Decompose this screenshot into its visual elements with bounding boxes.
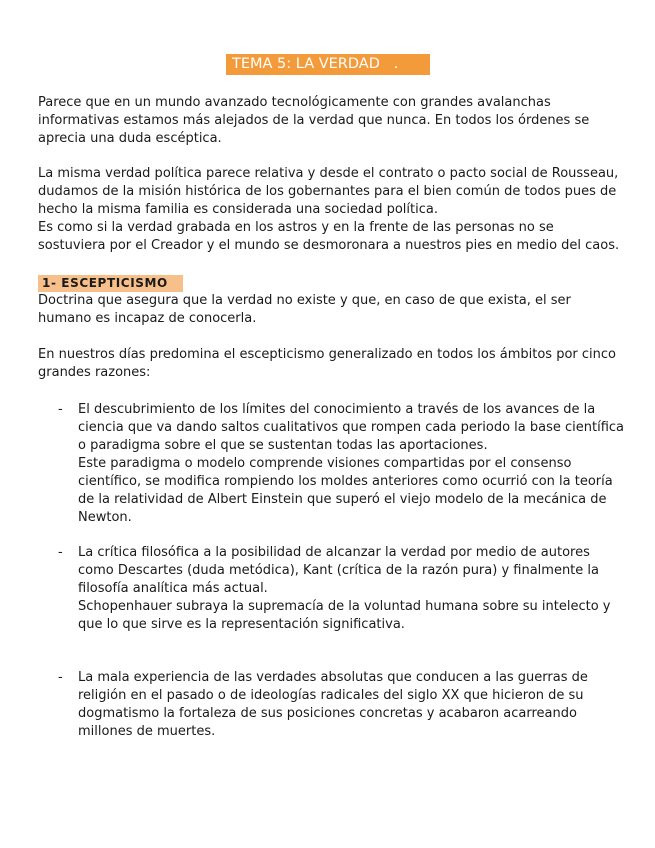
text-line: millones de muertes. (78, 724, 216, 739)
text-line: El descubrimiento de los límites del conocimiento a través de los avances de la (78, 402, 596, 417)
text-line: que lo que sirve es la representación significativa. (78, 617, 405, 632)
text-line: La crítica filosófica a la posibilidad de alcanzar la verdad por medio de autores (78, 545, 590, 560)
text-line: La mala experiencia de las verdades absolutas que conducen a las guerras de (78, 670, 588, 685)
text-line: como Descartes (duda metódica), Kant (crítica de la razón pura) y finalmente la (78, 563, 599, 578)
text-line: informativas estamos más alejados de la verdad que nunca. En todos los órdenes se (38, 113, 590, 128)
text-line: Es como si la verdad grabada en los astros y en la frente de las personas no se (38, 220, 554, 235)
text-line: grandes razones: (38, 365, 151, 380)
text-line: sostuviera por el Creador y el mundo se desmoronara a nuestros pies en medio del caos. (38, 238, 620, 253)
text-line: científico, se modifica rompiendo los moldes anteriores como ocurrió con la teoría (78, 474, 613, 489)
text-line: aprecia una duda escéptica. (38, 131, 222, 146)
text-line: dogmatismo la fortaleza de sus posiciones concretas y acabaron acarreando (78, 706, 577, 721)
intro-paragraph-1 (38, 94, 628, 148)
bullet-dash: - (58, 402, 63, 417)
page-title: TEMA 5: LA VERDAD . (226, 54, 430, 75)
bullet-dash: - (58, 670, 63, 685)
list-item-text (78, 401, 628, 527)
text-line: Parece que en un mundo avanzado tecnológicamente con grandes avalanchas (38, 95, 551, 110)
bullet-dash: - (58, 545, 63, 560)
text-line: Doctrina que asegura que la verdad no existe y que, en caso de que exista, el ser (38, 293, 571, 308)
text-line: La misma verdad política parece relativa y desde el contrato o pacto social de Rousseau, (38, 166, 619, 181)
list-item-text (78, 544, 628, 634)
section-heading-escepticismo: 1- ESCEPTICISMO (38, 275, 183, 292)
lead-paragraph (38, 346, 628, 382)
text-line: filosofía analítica más actual. (78, 581, 268, 596)
list-item-text (78, 669, 628, 741)
text-line: En nuestros días predomina el escepticismo generalizado en todos los ámbitos por cinco (38, 347, 616, 362)
text-line: hecho la misma familia es considerada una sociedad política. (38, 202, 438, 217)
text-line: humano es incapaz de conocerla. (38, 311, 257, 326)
text-line: ciencia que va dando saltos cualitativos que rompen cada periodo la base científica (78, 420, 624, 435)
text-line: dudamos de la misión histórica de los gobernantes para el bien común de todos pues de (38, 184, 617, 199)
text-line: de la relatividad de Albert Einstein que superó el viejo modelo de la mecánica de (78, 492, 607, 507)
text-line: religión en el pasado o de ideologías radicales del siglo XX que hicieron de su (78, 688, 584, 703)
intro-paragraph-2 (38, 165, 628, 255)
text-line: Schopenhauer subraya la supremacía de la voluntad humana sobre su intelecto y (78, 599, 611, 614)
definition-paragraph (38, 292, 628, 328)
text-line: Newton. (78, 510, 132, 525)
text-line: o paradigma sobre el que se sustentan todas las aportaciones. (78, 438, 488, 453)
text-line: Este paradigma o modelo comprende visiones compartidas por el consenso (78, 456, 572, 471)
